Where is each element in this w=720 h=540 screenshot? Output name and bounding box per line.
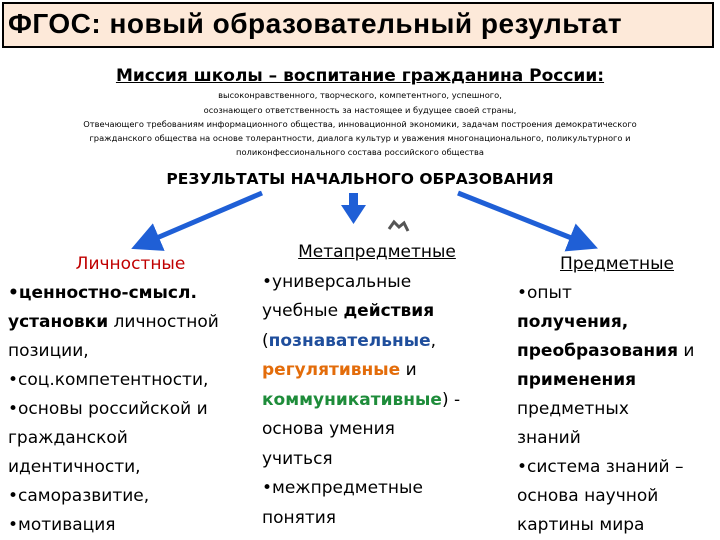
meta-line-7: учиться [262,448,333,469]
subject-line-4: применения [517,370,637,390]
subject-line-1: •опыт [517,283,572,303]
subject-line-9: картины мира [517,515,645,535]
meta-line-3: (познавательные, [262,330,437,351]
mission-title: Миссия школы – воспитание гражданина России: [115,66,605,86]
decorative-mark-icon [389,222,408,231]
meta-title: Метапредметные [298,242,456,262]
meta-line-6: основа умения [262,419,395,439]
subject-line-6: знаний [517,428,581,448]
mission-desc-line-3: Отвечающего требованиям информационного общества, инновационной экономики, задачам построения демократического [83,119,637,129]
results-heading: РЕЗУЛЬТАТЫ НАЧАЛЬНОГО ОБРАЗОВАНИЯ [166,170,554,188]
personal-line-4: •соц.компетентности, [8,370,209,390]
subject-line-8: основа научной [517,486,659,506]
personal-title: Личностные [75,254,186,274]
personal-line-6: гражданской [8,428,128,448]
mission-desc-line-4: гражданского общества на основе толерантности, диалога культур и уважения многонационального, поликультурного и [89,133,631,143]
subject-line-7: •система знаний – [517,457,684,477]
subject-column [517,250,717,540]
meta-column [262,238,494,533]
personal-column [8,250,248,540]
personal-line-9: •мотивация [8,515,116,535]
arrow-to-subject [458,193,584,243]
personal-line-7: идентичности, [8,457,141,477]
mission-desc-line-1: высоконравственного, творческого, компетентного, успешного, [218,90,502,100]
subject-line-2: получения, [517,312,629,332]
meta-line-2: учебные действия [262,301,435,321]
meta-line-5: коммуникативные) - [262,389,461,410]
personal-line-5: •основы российской и [8,399,208,419]
meta-line-4: регулятивные и [262,360,417,380]
meta-line-9: понятия [262,507,337,528]
meta-line-1: •универсальные [262,271,412,292]
personal-line-3: позиции, [8,341,89,361]
page-title: ФГОС: новый образовательный результат [8,8,623,39]
personal-line-1: •ценностно-смысл. [8,283,197,303]
arrow-down-icon [341,193,366,224]
subject-title: Предметные [560,254,674,274]
subject-line-5: предметных [517,399,629,419]
mission-desc-line-2: осознающего ответственность за настоящее и будущее своей страны, [203,105,517,115]
mission-desc-line-5: поликонфессионального состава российского общества [236,147,484,157]
personal-line-8: •саморазвитие, [8,486,150,506]
arrow-to-personal [145,193,262,243]
meta-line-8: •межпредметные [262,478,423,498]
subject-line-3: преобразования и [517,341,695,361]
personal-line-2: установки личностной [8,312,219,332]
